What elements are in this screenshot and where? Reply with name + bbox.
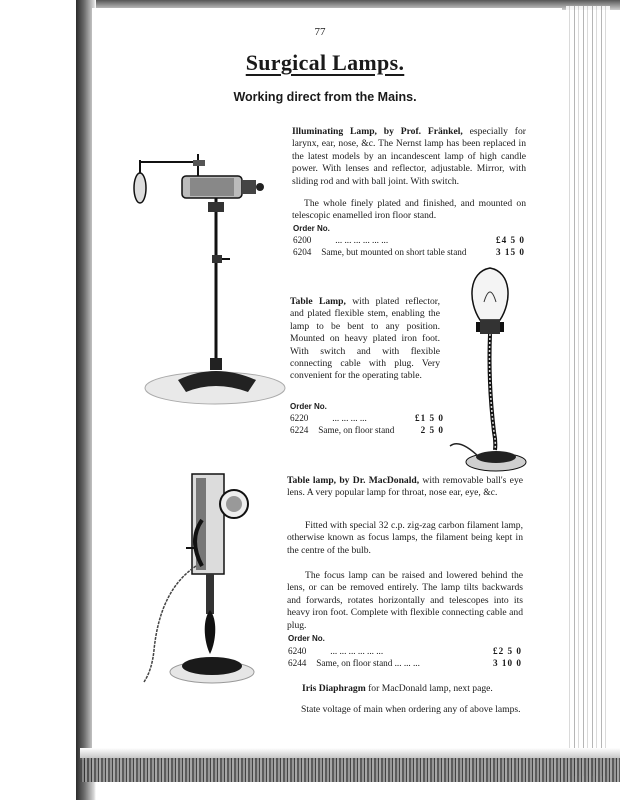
macdonald-para-2: Fitted with special 32 c.p. zig-zag carbon filament lamp, otherwise known as focus lamps, the filament being kept in the centre of the bulb. bbox=[287, 520, 523, 556]
order-code: 6224 bbox=[290, 425, 309, 435]
macdonald-row-1 bbox=[288, 645, 522, 657]
table-lamp-row-1 bbox=[290, 412, 444, 424]
table-lamp-heading: Table Lamp, bbox=[290, 296, 346, 307]
macdonald-description bbox=[287, 475, 523, 500]
fraenkel-row-1 bbox=[293, 234, 525, 246]
order-price: £1 5 0 bbox=[415, 413, 444, 423]
iris-heading: Iris Diaphragm bbox=[302, 683, 366, 694]
fraenkel-lamp-illustration bbox=[120, 140, 290, 410]
fraenkel-description-text: especially for larynx, ear, nose, &c. The Nernst lamp has been replaced in the latest models by an incandescent lamp of high candle power. With lenses and reflector, adjustable. Mirror, with sliding rod and with ball joint. With switch. bbox=[292, 126, 526, 187]
order-code: 6244 bbox=[288, 658, 307, 668]
table-lamp-row-2 bbox=[290, 424, 444, 436]
order-code: 6220 bbox=[290, 413, 309, 423]
order-desc: Same, on floor stand ... ... ... bbox=[316, 658, 420, 668]
page-number: 77 bbox=[314, 26, 326, 38]
fraenkel-heading: Illuminating Lamp, by Prof. Fränkel, bbox=[292, 126, 463, 137]
table-lamp-description-text: with plated reflector, and plated flexible stem, enabling the lamp to be bent to any position. Mounted on heavy plated iron foot. With switch and with flexible connecting cable with plug. Very convenient for the operating table. bbox=[290, 296, 440, 382]
order-price: 3 10 0 bbox=[493, 658, 522, 668]
order-price: 3 15 0 bbox=[496, 247, 525, 257]
page-bottom-edge bbox=[80, 758, 620, 782]
macdonald-lamp-illustration bbox=[130, 470, 270, 700]
order-desc: ... ... ... ... bbox=[332, 413, 367, 423]
order-desc: Same, on floor stand bbox=[318, 425, 395, 435]
order-price: 2 5 0 bbox=[420, 425, 444, 435]
page-title: Surgical Lamps. bbox=[245, 50, 405, 75]
page-subtitle: Working direct from the Mains. bbox=[233, 90, 417, 104]
fraenkel-row-2 bbox=[293, 246, 525, 258]
order-desc: ... ... ... ... ... ... bbox=[330, 646, 384, 656]
table-lamp-description bbox=[290, 296, 440, 383]
order-code: 6240 bbox=[288, 646, 307, 656]
order-price: £4 5 0 bbox=[496, 235, 525, 245]
fraenkel-order-label: Order No. bbox=[293, 224, 330, 233]
order-desc: ... ... ... ... ... ... bbox=[335, 235, 389, 245]
order-price: £2 5 0 bbox=[493, 646, 522, 656]
iris-diaphragm-note bbox=[302, 683, 522, 695]
table-lamp-order-label: Order No. bbox=[290, 402, 327, 411]
order-code: 6200 bbox=[293, 235, 312, 245]
table-lamp-illustration bbox=[440, 262, 540, 477]
order-code: 6204 bbox=[293, 247, 312, 257]
fraenkel-note: The whole finely plated and finished, and mounted on telescopic enamelled iron floor stand. bbox=[292, 198, 526, 222]
macdonald-heading: Table lamp, by Dr. MacDonald, bbox=[287, 475, 420, 486]
fraenkel-description bbox=[292, 126, 526, 188]
order-desc: Same, but mounted on short table stand bbox=[321, 247, 467, 257]
iris-text: for MacDonald lamp, next page. bbox=[368, 683, 493, 694]
macdonald-row-2 bbox=[288, 657, 522, 669]
macdonald-order-label: Order No. bbox=[288, 634, 325, 643]
page-right-edge bbox=[566, 6, 610, 776]
footer-note: State voltage of main when ordering any of above lamps. bbox=[301, 704, 521, 715]
macdonald-para-3: The focus lamp can be raised and lowered behind the lens, or can be removed entirely. The lamp tilts backwards and forwards, rotates horizontally and telescopes into its heavy iron foot. Complete with flexible connecting cable and plug. bbox=[287, 570, 523, 631]
macdonald-description-text: with removable ball's eye lens. A very popular lamp for throat, nose ear, eye, &c. bbox=[287, 475, 523, 499]
